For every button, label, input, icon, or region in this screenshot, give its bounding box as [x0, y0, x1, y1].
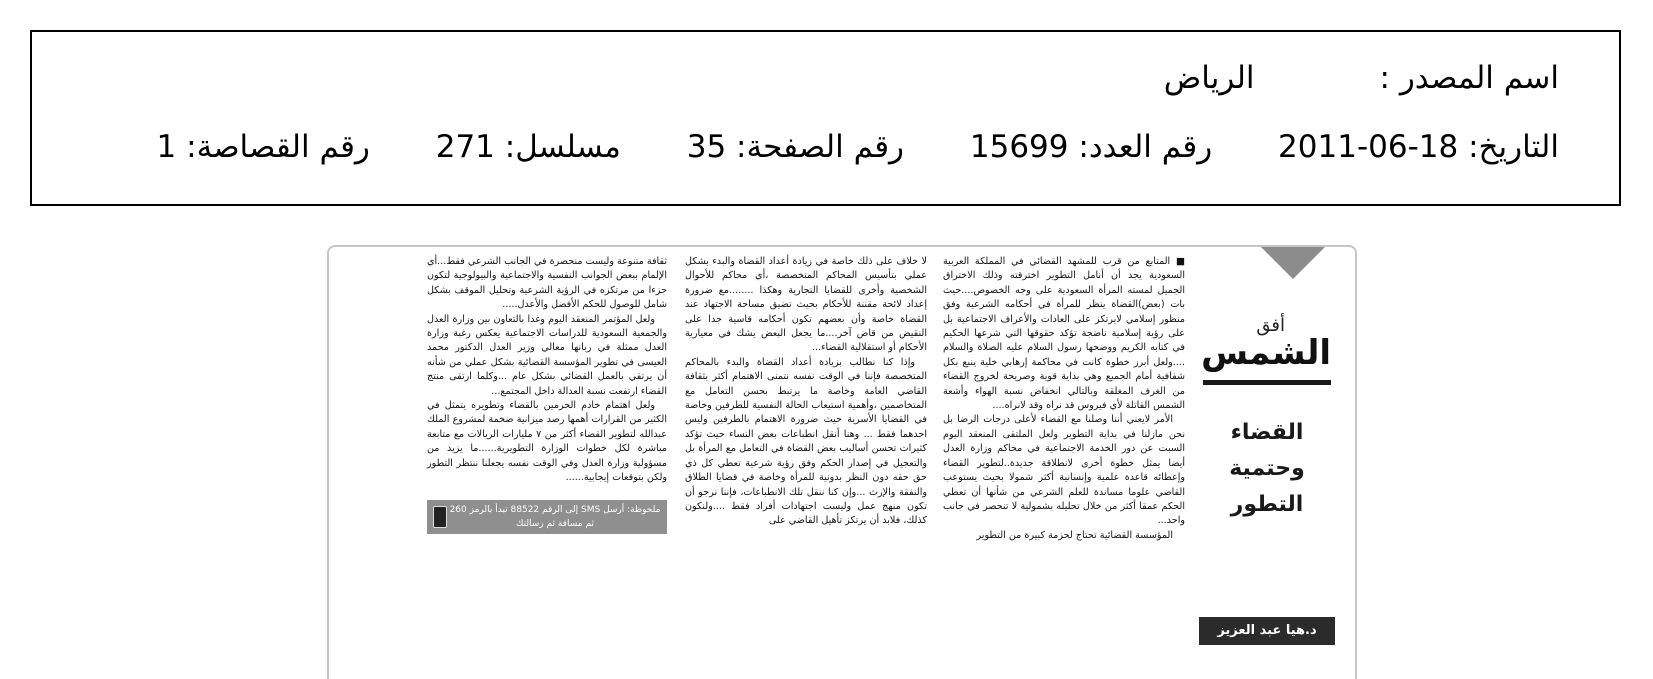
corner-triangle-icon	[1259, 245, 1327, 279]
paragraph: ولعل اهتمام خادم الحرمين بالقضاء وتطويره يتمثل في الكثير من القرارات أهمها رصد ميزانية ضخمة لمشروع الملك عبدالله لتطوير القضاء أكثر من ٧ مليارات الريالات مع متابعة مباشرة لكل خطوات الوزارة التطويرية......ما يزيد من مسؤولية وزارة العدل وفي الوقت نفسه يجعلنا ننتظر التطور ولكن بتوقعات إيجابية......	[427, 400, 667, 484]
page-value: 35	[686, 129, 727, 165]
logo-underline	[1203, 380, 1331, 385]
paragraph: لا خلاف على ذلك خاصة في زيادة أعداد القضاة والبدء بشكل عملي بتأسيس المحاكم المتخصصة ،أي محاكم للأحوال الشخصية وأخرى للقضايا التجارية وهكذا ........مع ضرورة إعداد لائحة مقننة للأحكام بحيث تضيق مساحة الاجتهاد عند القضاة خاصة وأن بعضهم تكون أحكامه قاسية جدا على النقيض من قاض آخر....ما يجعل البعض يشك في معيارية الأحكام أو استقلالية القضاء...	[685, 256, 927, 354]
author-badge: د.هيا عبد العزيز المنيع	[1199, 617, 1335, 645]
paragraph: وإذا كنا نطالب بزيادة أعداد القضاة والبدء بالمحاكم المتخصصة فإننا في الوقت نفسه نتمنى الاهتمام أكثر بثقافة القاضي العامة وخاصة ما يرتبط بحسن التعامل مع المتخاصمين ،وأهمية استيعاب الحالة النفسية للطرفين وخاصة في القضايا الأسرية حيث ضرورة الاهتمام بالطرفين وليس احدهما فقط ... وهنا أنقل انطباعات بعض النساء حيث تؤكد كثيرات تحسن أساليب بعض القضاة في التعامل مع المرأة بل والتعجيل في إصدار الحكم وفق رؤية شرعية تعطي كل ذي حق حقه دون النظر بدونية للمرأة وخاصة في قضايا الطلاق والنفقة والإرث ...وإن كنا ننقل تلك الانطباعات، فإننا نرجو أن تكون منهج عمل وليست اجتهادات أفراد فقط ....ولنكون كذلك، فلابد أن يرتكز تأهيل القاضي على	[685, 356, 927, 527]
issue-label: رقم العدد:	[1078, 129, 1213, 165]
newspaper-clipping	[327, 245, 1357, 679]
clipping-metadata-box	[30, 30, 1621, 206]
paragraph: ثقافة متنوعة وليست منحصرة في الجانب الشرعي فقط...أي الإلمام ببعض الجوانب النفسية والاجتماعية والبيولوجية لتكون جزءا من مرتكزه في الرؤية الشرعية وتحليل الموقف بشكل شامل للوصول للحكم الأفضل والأعدل.....	[427, 256, 667, 311]
column-logo	[1203, 315, 1331, 385]
source-label: اسم المصدر :	[1379, 60, 1559, 96]
article-title-line: التطور	[1230, 492, 1304, 517]
column-logo-main: الشمس	[1201, 333, 1331, 373]
paragraph: ولعل المؤتمر المنعقد اليوم وغدا بالتعاون بين وزارة العدل والجمعية السعودية للدراسات الاجتماعية يعكس رغبة وزارة العدل ممثلة في ربانها معالي وزير العدل الدكتور محمد العيسى في تطوير المؤسسة القضائية بشكل عملي من شأنه أن يرتقي بالعمل القضائي بشكل عام ...وكلما ارتقى منتج القضاء ارتفعت نسبة العدالة داخل المجتمع...	[427, 313, 667, 397]
source-value: الرياض	[1163, 60, 1255, 96]
source-line	[1164, 60, 1559, 96]
date-value: 2011-06-18	[1278, 129, 1459, 165]
article-column-1	[943, 255, 1185, 543]
sms-note-text: ملحوظة: أرسل SMS إلى الرقم 88522 تبدأ بالرمز 260 ثم مسافة ثم رسالتك	[449, 504, 661, 529]
paragraph: ■ المتابع من قرب للمشهد القضائي في المملكة العربية السعودية يجد أن أنامل التطوير اخترقته وذلك الاختراق الجميل لمسته المرأة السعودية على وجه الخصوص....حيث بات (بعض)القضاة ينظر للمرأة في أحكامه الشرعية وفق منظور إسلامي لايرتكز على العادات والأعراف الاجتماعية بل على رؤية إسلامية ناضجة تؤكد حقوقها التي شرعها الحكيم في كتابه الكريم ووضحها رسول السلام عليه الصلاة والسلام ....ولعل أبرز خطوة كانت في محاكمة إرهابي خلية ينبع بكل شفافية أمام الجميع وهي بداية قوية وصريحة لخروج القضاء من الغرف المغلقة وبالتالي انخفاض نسبة الهواء وأشعة الشمس القاتلة لأي فيروس قد نراه وقد لانراه....	[943, 256, 1185, 412]
page-label: رقم الصفحة:	[736, 129, 905, 165]
mobile-phone-icon	[433, 506, 447, 528]
clip-number-value: 1	[156, 129, 177, 165]
article-column-3	[427, 255, 667, 529]
article-column-2	[685, 255, 927, 529]
details-line	[157, 129, 1559, 165]
article-title-line: القضاء	[1230, 420, 1304, 445]
serial-label: مسلسل:	[504, 129, 621, 165]
clip-number-label: رقم القصاصة:	[186, 129, 370, 165]
column-logo-top: أفق	[1256, 315, 1285, 336]
issue-value: 15699	[969, 129, 1069, 165]
sms-note-box	[427, 500, 667, 534]
serial-value: 271	[435, 129, 495, 165]
date-label: التاريخ:	[1468, 129, 1559, 165]
paragraph: المؤسسة القضائية تحتاج لحزمة كبيرة من التطوير	[976, 529, 1173, 541]
article-title	[1207, 415, 1327, 523]
paragraph: الأمر لايعني أننا وصلنا مع القضاء لأعلى درجات الرضا بل نحن مازلنا في بداية التطوير ولعل الملتقى المنعقد اليوم السبت عن دور الخدمة الاجتماعية في محاكم وزارة العدل أيضا يمثل خطوة أخرى لانطلاقة جديدة..لتطوير القضاء وإعطائه قاعدة علمية وإنسانية أكثر شمولا بحيث يستوعب القاضي علوما مساندة للعلم الشرعي من شأنها أن تعطي الحكم عمقا أكثر من خلال تحليله بشمولية لا تنحصر في جانب واحد...	[943, 414, 1185, 527]
article-title-line: وحتمية	[1229, 456, 1305, 481]
